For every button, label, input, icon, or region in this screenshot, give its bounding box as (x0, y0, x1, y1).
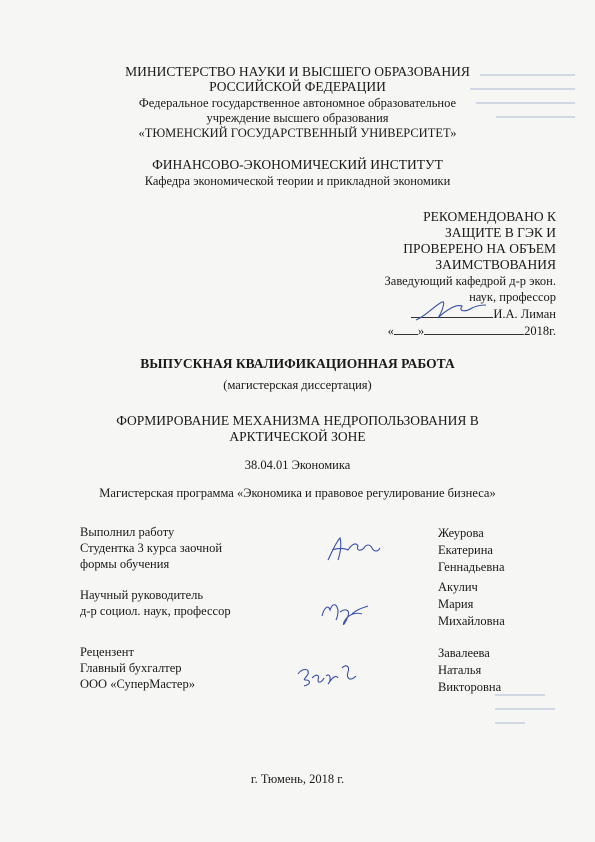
author-patronymic: Геннадьевна (438, 560, 505, 574)
head-title-line-2: наук, профессор (469, 290, 556, 304)
approval-line-1: РЕКОМЕНДОВАНО К (423, 209, 556, 224)
author-role-3: формы обучения (80, 557, 170, 571)
ministry-line-2: РОССИЙСКОЙ ФЕДЕРАЦИИ (209, 79, 386, 94)
work-program: Магистерская программа «Экономика и правовое регулирование бизнеса» (99, 486, 496, 500)
author-firstname: Екатерина (438, 543, 493, 557)
reviewer-role-1: Рецензент (80, 645, 134, 659)
date-year: 2018г. (524, 324, 556, 338)
bleed-through-artifact (440, 690, 560, 740)
head-title-line-1: Заведующий кафедрой д-р экон. (384, 274, 556, 288)
ministry-line-1: МИНИСТЕРСТВО НАУКИ И ВЫСШЕГО ОБРАЗОВАНИЯ (125, 64, 470, 79)
city-year: г. Тюмень, 2018 г. (250, 772, 345, 786)
head-signature (412, 296, 488, 326)
supervisor-role-1: Научный руководитель (80, 588, 204, 602)
work-title-line-2: АРКТИЧЕСКОЙ ЗОНЕ (229, 429, 366, 444)
department-name: Кафедра экономической теории и прикладной экономики (144, 174, 451, 188)
federal-line-1: Федеральное государственное автономное образовательное (138, 96, 457, 110)
supervisor-role-2: д-р социол. наук, профессор (80, 604, 231, 618)
reviewer-role-2: Главный бухгалтер (80, 661, 182, 675)
date-close-quote: » (417, 324, 425, 338)
approval-line-3: ПРОВЕРЕНО НА ОБЪЕМ (403, 241, 556, 256)
institute-name: ФИНАНСОВО-ЭКОНОМИЧЕСКИЙ ИНСТИТУТ (152, 157, 443, 172)
author-role-1: Выполнил работу (80, 525, 175, 539)
work-title-line-1: ФОРМИРОВАНИЕ МЕХАНИЗМА НЕДРОПОЛЬЗОВАНИЯ В (116, 413, 479, 428)
reviewer-surname: Завалеева (438, 646, 490, 660)
head-name: И.А. Лиман (493, 307, 556, 321)
reviewer-signature (292, 658, 364, 692)
author-signature (322, 532, 384, 564)
approval-line-4: ЗАИМСТВОВАНИЯ (435, 257, 556, 272)
work-type: ВЫПУСКНАЯ КВАЛИФИКАЦИОННАЯ РАБОТА (140, 356, 455, 371)
reviewer-patronymic: Викторовна (438, 680, 502, 694)
reviewer-firstname: Наталья (438, 663, 482, 677)
author-role-2: Студентка 3 курса заочной (80, 541, 223, 555)
date-open-quote: « (387, 324, 394, 338)
supervisor-patronymic: Михайловна (438, 614, 505, 628)
supervisor-firstname: Мария (438, 597, 474, 611)
work-code: 38.04.01 Экономика (244, 458, 351, 472)
federal-line-2: учреждение высшего образования (206, 111, 389, 125)
work-subtype: (магистерская диссертация) (223, 378, 372, 392)
approval-line-2: ЗАЩИТЕ В ГЭК И (445, 225, 556, 240)
supervisor-signature (316, 592, 380, 632)
author-surname: Жеурова (438, 526, 484, 540)
supervisor-surname: Акулич (438, 580, 478, 594)
reviewer-role-3: ООО «СуперМастер» (80, 677, 195, 691)
university-name: «ТЮМЕНСКИЙ ГОСУДАРСТВЕННЫЙ УНИВЕРСИТЕТ» (138, 126, 457, 140)
